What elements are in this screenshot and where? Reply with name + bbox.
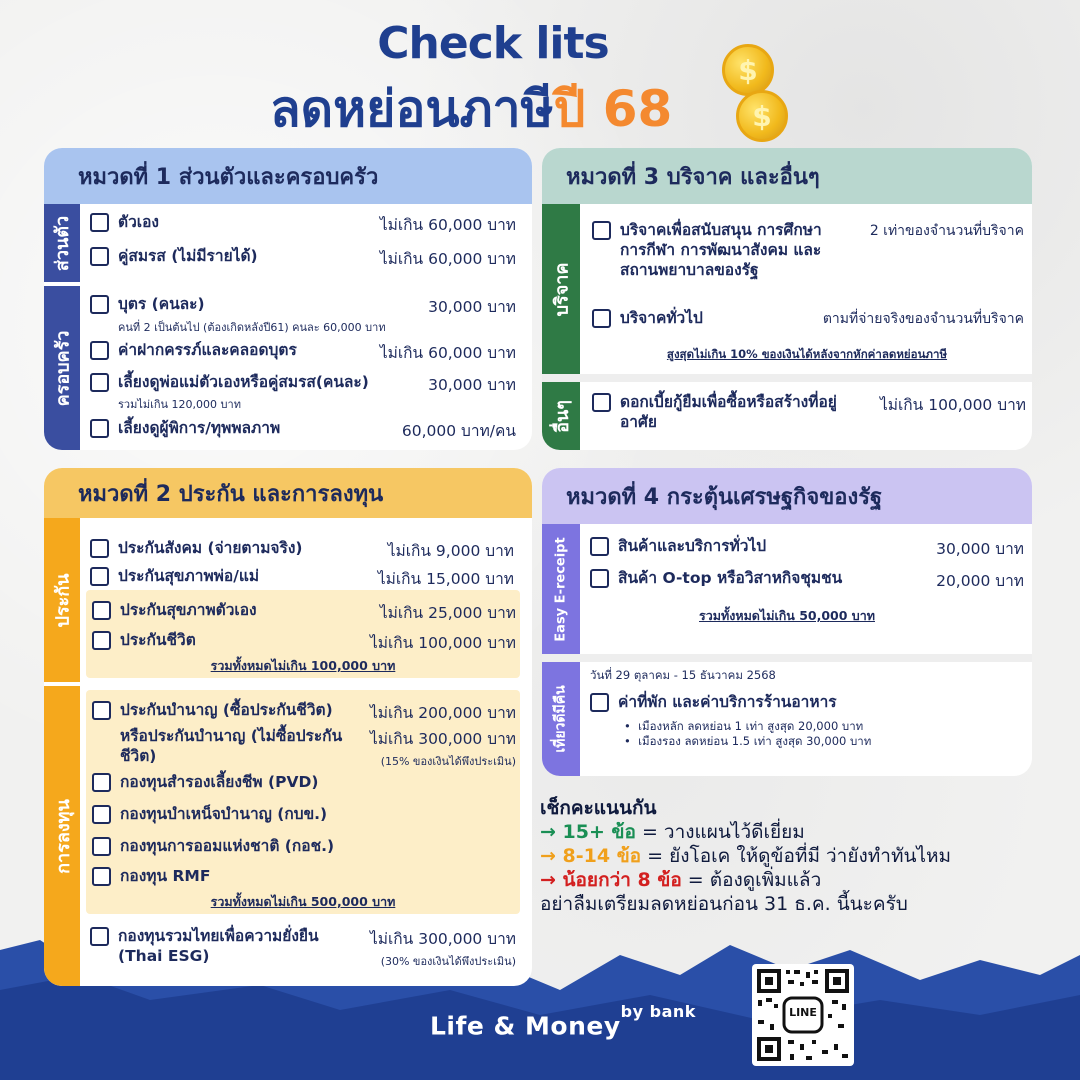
category-2-card xyxy=(44,468,532,986)
checkbox[interactable] xyxy=(92,773,111,792)
checkbox[interactable] xyxy=(90,341,109,360)
category-2-title: หมวดที่ 2 ประกัน และการลงทุน xyxy=(44,468,532,518)
category-3-title: หมวดที่ 3 บริจาค และอื่นๆ xyxy=(542,148,1032,204)
checkbox[interactable] xyxy=(92,601,111,620)
side-label-insurance: ประกัน xyxy=(44,518,80,682)
checkbox[interactable] xyxy=(90,213,109,232)
score-line: → น้อยกว่า 8 ข้อ = ต้องดูเพิ่มแล้ว xyxy=(540,869,822,891)
side-label-invest: การลงทุน xyxy=(44,686,80,986)
side-label-family: ครอบครัว xyxy=(44,286,80,450)
title-thai-year: ปี 68 xyxy=(553,80,673,138)
checkbox[interactable] xyxy=(90,567,109,586)
invest-total-note: รวมทั้งหมดไม่เกิน 500,000 บาท xyxy=(210,894,396,909)
side-label-travel: เที่ยวดีมีคืน xyxy=(542,662,580,776)
checkbox[interactable] xyxy=(90,539,109,558)
checklist-item[interactable]: ประกันบำนาญ (ซื้อประกันชีวิต) ไม่เกิน 200,000 บาท xyxy=(92,700,516,722)
checklist-item[interactable]: กองทุนรวมไทยเพื่อความยั่งยืน (Thai ESG) ไม่เกิน 300,000 บาท xyxy=(90,926,516,970)
checklist-item[interactable]: บริจาคทั่วไป ตามที่จ่ายจริงของจำนวนที่บริจาค xyxy=(592,308,1024,330)
checkbox[interactable] xyxy=(90,419,109,438)
checkbox[interactable] xyxy=(590,693,609,712)
checklist-item[interactable]: สินค้า O-top หรือวิสาหกิจชุมชน 20,000 บาท xyxy=(590,568,1024,590)
checklist-item[interactable]: กองทุนบำเหน็จบำนาญ (กบข.) xyxy=(92,804,516,826)
checklist-item[interactable]: สินค้าและบริการทั่วไป 30,000 บาท xyxy=(590,536,1024,558)
checkbox[interactable] xyxy=(92,701,111,720)
checklist-item[interactable]: ประกันสุขภาพพ่อ/แม่ ไม่เกิน 15,000 บาท xyxy=(90,566,514,588)
checkbox[interactable] xyxy=(90,247,109,266)
checklist-item[interactable]: กองทุนสำรองเลี้ยงชีพ (PVD) xyxy=(92,772,516,794)
qr-label: LINE xyxy=(789,1006,817,1019)
coin-icon: $ xyxy=(736,90,788,142)
checklist-item[interactable]: บริจาคเพื่อสนับสนุน การศึกษา การกีฬา การพัฒนาสังคม และสถานพยาบาลของรัฐ 2 เท่าของจำนวนที่บริจาค xyxy=(592,220,1024,300)
checklist-item[interactable]: ประกันสุขภาพตัวเอง ไม่เกิน 25,000 บาท xyxy=(92,600,516,622)
checklist-item-continued: หรือประกันบำนาญ (ไม่ซื้อประกัน ชีวิต) ไม่เกิน 300,000 บาท xyxy=(120,727,516,765)
checkbox[interactable] xyxy=(92,805,111,824)
travel-date: วันที่ 29 ตุลาคม - 15 ธันวาคม 2568 xyxy=(590,668,776,682)
score-line: → 15+ ข้อ = วางแผนไว้ดีเยี่ยม xyxy=(540,821,805,843)
coin-icon: $ xyxy=(722,44,774,96)
checkbox[interactable] xyxy=(592,393,611,412)
insurance-total-note: รวมทั้งหมดไม่เกิน 100,000 บาท xyxy=(210,658,396,673)
side-label-personal: ส่วนตัว xyxy=(44,204,80,282)
checklist-item[interactable]: กองทุน RMF xyxy=(92,866,516,888)
item-subnote: คนที่ 2 เป็นต้นไป (ต้องเกิดหลังปี61) คนละ 60,000 บาท xyxy=(118,321,386,334)
item-subnote: รวมไม่เกิน 120,000 บาท xyxy=(118,398,241,411)
score-title: เช็กคะแนนกัน xyxy=(540,797,657,819)
category-3-card xyxy=(542,148,1032,450)
item-subnote: (15% ของเงินได้พึงประเมิน) xyxy=(380,755,516,768)
checklist-item[interactable]: ค่าที่พัก และค่าบริการร้านอาหาร xyxy=(590,692,1024,714)
title-thai xyxy=(270,70,672,149)
checkbox[interactable] xyxy=(592,221,611,240)
donate-total-note: สูงสุดไม่เกิน 10% ของเงินได้หลังจากหักค่าลดหย่อนภาษี xyxy=(666,347,948,361)
checklist-item[interactable]: ประกันชีวิต ไม่เกิน 100,000 บาท xyxy=(92,630,516,652)
travel-bullet: • เมืองรอง ลดหย่อน 1.5 เท่า สูงสุด 30,000 บาท xyxy=(624,734,872,748)
receipt-total-note: รวมทั้งหมดไม่เกิน 50,000 บาท xyxy=(699,608,875,623)
checklist-item[interactable]: บุตร (คนละ) 30,000 บาท xyxy=(90,294,516,316)
checkbox[interactable] xyxy=(92,631,111,650)
checkbox[interactable] xyxy=(92,837,111,856)
checklist-item[interactable]: เลี้ยงดูพ่อแม่ตัวเองหรือคู่สมรส(คนละ) 30,000 บาท xyxy=(90,372,516,394)
category-4-card xyxy=(542,468,1032,776)
checklist-item[interactable]: เลี้ยงดูผู้พิการ/ทุพพลภาพ 60,000 บาท/คน xyxy=(90,418,516,440)
checkbox[interactable] xyxy=(90,295,109,314)
score-line: → 8-14 ข้อ = ยังโอเค ให้ดูข้อที่มี ว่ายังทำทันไหม xyxy=(540,845,952,867)
line-qr-code[interactable] xyxy=(752,964,854,1066)
checklist-item[interactable]: ดอกเบี้ยกู้ยืมเพื่อซื้อหรือสร้างที่อยู่อาศัย ไม่เกิน 100,000 บาท xyxy=(592,392,1026,436)
score-section xyxy=(540,796,951,916)
score-reminder: อย่าลืมเตรียมลดหย่อนก่อน 31 ธ.ค. นี้นะครับ xyxy=(540,893,908,915)
checklist-item[interactable]: ประกันสังคม (จ่ายตามจริง) ไม่เกิน 9,000 บาท xyxy=(90,538,514,560)
checkbox[interactable] xyxy=(590,569,609,588)
checklist-item[interactable]: กองทุนการออมแห่งชาติ (กอช.) xyxy=(92,836,516,858)
category-4-title: หมวดที่ 4 กระตุ้นเศรษฐกิจของรัฐ xyxy=(542,468,1032,524)
title-thai-main: ลดหย่อนภาษี xyxy=(270,80,554,138)
category-1-card xyxy=(44,148,532,450)
side-label-donate: บริจาค xyxy=(542,204,580,374)
category-1-title: หมวดที่ 1 ส่วนตัวและครอบครัว xyxy=(44,148,532,204)
side-label-other: อื่นๆ xyxy=(542,382,580,450)
checklist-item[interactable]: ค่าฝากครรภ์และคลอดบุตร ไม่เกิน 60,000 บาท xyxy=(90,340,516,362)
checkbox[interactable] xyxy=(590,537,609,556)
checklist-item[interactable]: ตัวเอง ไม่เกิน 60,000 บาท xyxy=(90,212,516,234)
checkbox[interactable] xyxy=(90,927,109,946)
brand-logo: Life & Money$^{by bank}$ xyxy=(430,1002,696,1041)
travel-bullet: • เมืองหลัก ลดหย่อน 1 เท่า สูงสุด 20,000 บาท xyxy=(624,719,864,733)
checkbox[interactable] xyxy=(90,373,109,392)
title-english: Check lits xyxy=(377,18,609,69)
checkbox[interactable] xyxy=(92,867,111,886)
item-subnote: (30% ของเงินได้พึงประเมิน) xyxy=(380,955,516,968)
checkbox[interactable] xyxy=(592,309,611,328)
side-label-e-receipt: Easy E-receipt xyxy=(542,524,580,654)
checklist-item[interactable]: คู่สมรส (ไม่มีรายได้) ไม่เกิน 60,000 บาท xyxy=(90,246,516,268)
